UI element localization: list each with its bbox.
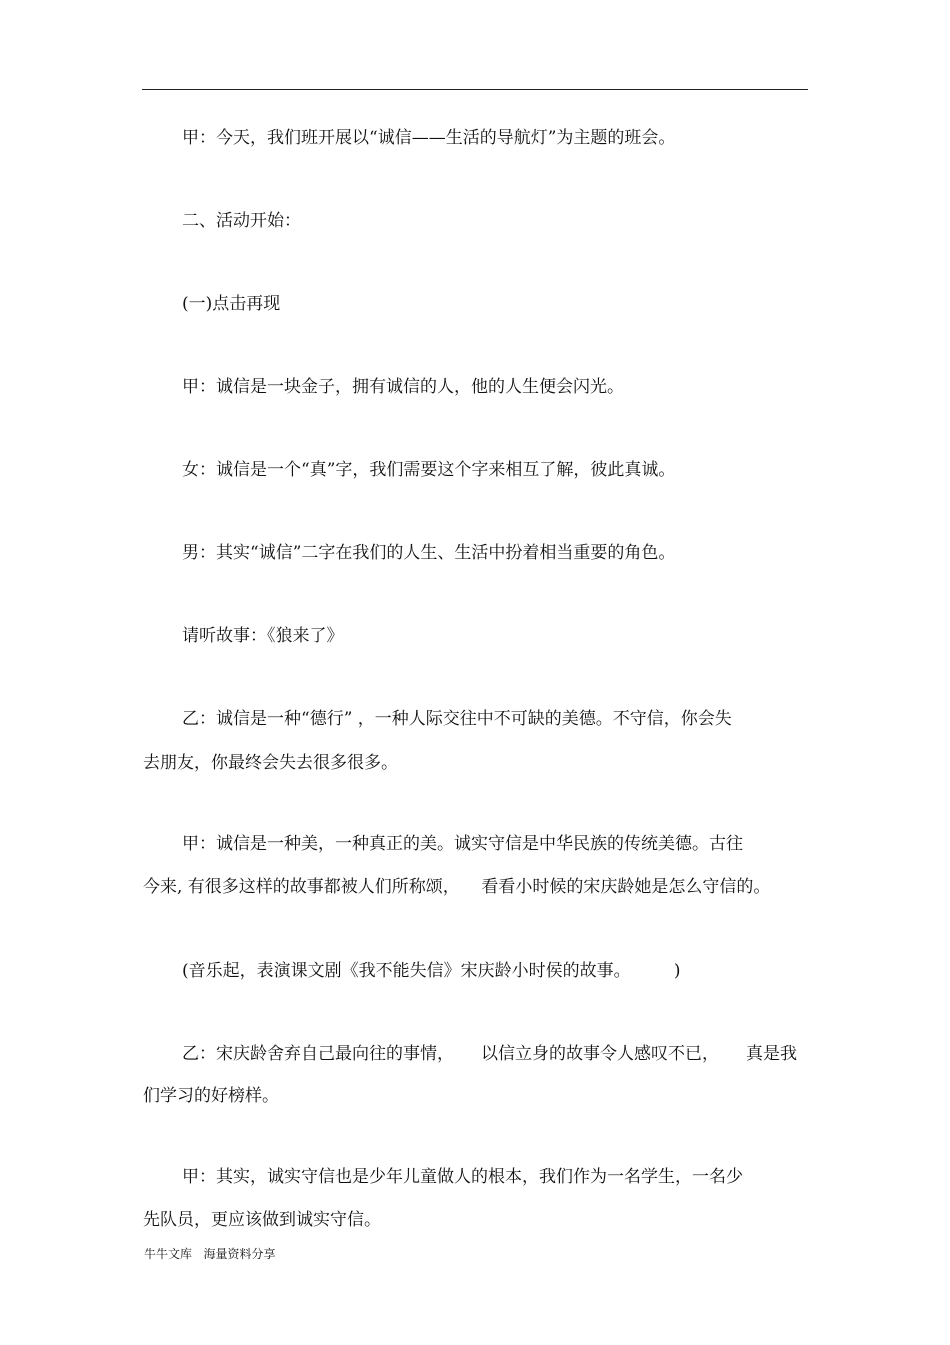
paragraph-4-line-1: 甲：诚信是一块金子，拥有诚信的人，他的人生便会闪光。 bbox=[182, 377, 624, 397]
paragraph-12-line-2: 先队员，更应该做到诚实守信。 bbox=[143, 1210, 381, 1230]
page-footer: 牛牛文库 海量资料分享 bbox=[144, 1247, 276, 1261]
paragraph-11-line-2: 们学习的好榜样。 bbox=[143, 1086, 279, 1106]
paragraph-9-line-2: 今来, 有很多这样的故事都被人们所称颂， 看看小时候的宋庆龄她是怎么守信的。 bbox=[143, 877, 771, 897]
paragraph-3-line-1: (一)点击再现 bbox=[182, 294, 281, 314]
paragraph-1-line-1: 甲：今天，我们班开展以“诚信——生活的导航灯”为主题的班会。 bbox=[182, 128, 676, 148]
paragraph-8-line-2: 去朋友，你最终会失去很多很多。 bbox=[143, 753, 398, 773]
header-rule bbox=[142, 89, 808, 90]
paragraph-8-line-1: 乙：诚信是一种“德行” ，一种人际交往中不可缺的美德。不守信，你会失 bbox=[182, 709, 732, 729]
paragraph-2-line-1: 二、活动开始： bbox=[182, 211, 301, 231]
paragraph-11-line-1: 乙：宋庆龄舍弃自己最向往的事情， 以信立身的故事令人感叹不已， 真是我 bbox=[182, 1044, 798, 1064]
paragraph-9-line-1: 甲：诚信是一种美，一种真正的美。诚实守信是中华民族的传统美德。古往 bbox=[182, 834, 743, 854]
paragraph-7-line-1: 请听故事：《狼来了》 bbox=[182, 626, 344, 646]
paragraph-12-line-1: 甲：其实，诚实守信也是少年儿童做人的根本，我们作为一名学生，一名少 bbox=[182, 1167, 743, 1187]
paragraph-10-line-1: (音乐起，表演课文剧《我不能失信》宋庆龄小时侯的故事。 ) bbox=[182, 961, 681, 981]
paragraph-6-line-1: 男：其实“诚信”二字在我们的人生、生活中扮着相当重要的角色。 bbox=[182, 543, 676, 563]
paragraph-5-line-1: 女：诚信是一个“真”字，我们需要这个字来相互了解，彼此真诚。 bbox=[182, 460, 676, 480]
